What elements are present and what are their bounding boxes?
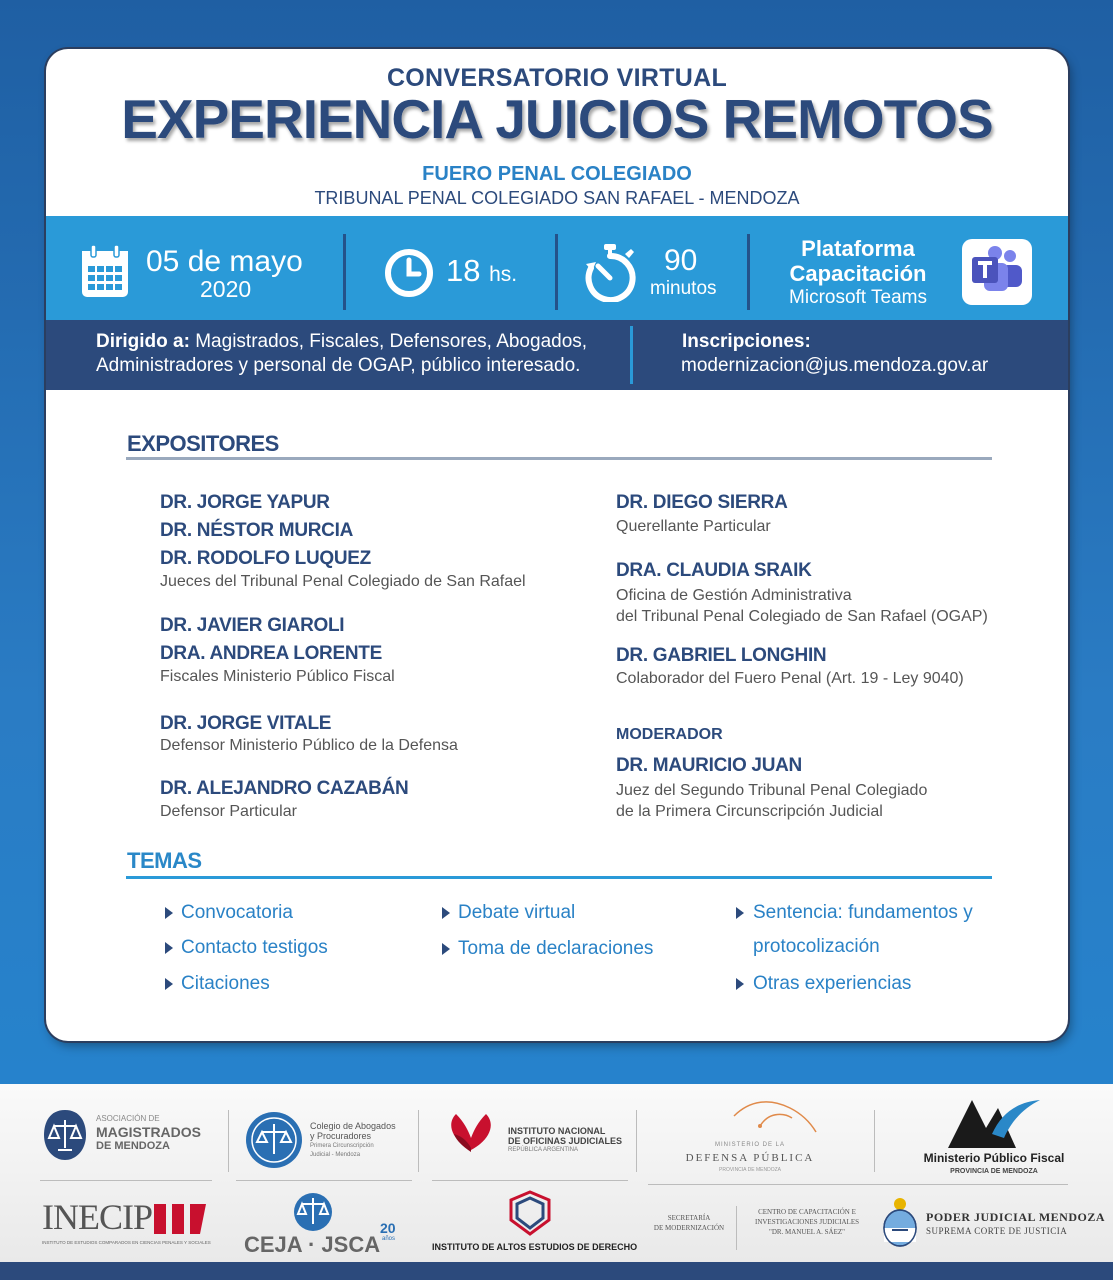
divider <box>747 234 750 310</box>
bullet-arrow-icon <box>165 907 173 919</box>
section-rule <box>126 457 992 460</box>
clock-icon <box>384 248 434 298</box>
flower-icon <box>442 1110 500 1156</box>
footer-strip <box>0 1262 1113 1280</box>
moderator-name: DR. MAURICIO JUAN <box>616 755 802 776</box>
topic-item: Sentencia: fundamentos y <box>753 902 973 923</box>
speaker-name: DR. ALEJANDRO CAZABÁN <box>160 778 409 799</box>
topic-item: Contacto testigos <box>181 937 328 958</box>
platform-name: Microsoft Teams <box>789 287 927 308</box>
argentina-shield-icon <box>880 1196 920 1250</box>
speaker-role: Colaborador del Fuero Penal (Art. 19 - Ley 9040) <box>616 670 964 687</box>
tribunal-label: TRIBUNAL PENAL COLEGIADO SAN RAFAEL - MENDOZA <box>314 188 800 208</box>
speaker-name: DRA. ANDREA LORENTE <box>160 643 382 664</box>
iaed-name: INSTITUTO DE ALTOS ESTUDIOS DE DERECHO <box>432 1242 638 1252</box>
audience-line1 <box>96 331 587 353</box>
ceja-years-label: años <box>382 1236 396 1242</box>
moderator-role: Juez del Segundo Tribunal Penal Colegiado <box>616 782 928 799</box>
mountain-icon <box>730 1096 820 1136</box>
time-value: 18 <box>446 253 481 288</box>
ceja-years: 20 <box>380 1220 396 1236</box>
speaker-name: DR. JORGE YAPUR <box>160 492 330 513</box>
section-rule <box>126 876 992 879</box>
topic-item: Debate virtual <box>458 902 576 923</box>
centro-line3: "DR. MANUEL A. SÁEZ" <box>768 1228 846 1236</box>
colegio-line4: Judicial - Mendoza <box>310 1152 361 1158</box>
audience-band <box>46 320 1068 390</box>
divider <box>236 1180 412 1181</box>
event-time <box>446 253 517 289</box>
defensa-line2: DEFENSA PÚBLICA <box>685 1152 815 1164</box>
speaker-role: Defensor Particular <box>160 803 297 820</box>
topic-item: Toma de declaraciones <box>458 938 654 959</box>
temas-title: TEMAS <box>127 848 202 873</box>
divider <box>40 1180 212 1181</box>
event-title: EXPERIENCIA JUICIOS REMOTOS <box>121 88 993 150</box>
mpf-line1: Ministerio Público Fiscal <box>923 1151 1065 1165</box>
speaker-role: Jueces del Tribunal Penal Colegiado de San Rafael <box>160 573 526 590</box>
colegio-line1: Colegio de Abogados <box>310 1121 396 1131</box>
event-date: 05 de mayo <box>146 245 303 278</box>
audience-label: Dirigido a: <box>96 331 190 352</box>
inoj-line3: REPÚBLICA ARGENTINA <box>508 1147 579 1153</box>
divider <box>636 1110 637 1172</box>
poder-line1: PODER JUDICIAL MENDOZA <box>926 1210 1106 1224</box>
ceja-scales-icon <box>292 1192 334 1232</box>
divider <box>418 1110 419 1172</box>
centro-line2: INVESTIGACIONES JUDICIALES <box>754 1218 860 1226</box>
divider <box>736 1206 737 1250</box>
inecip-bars-icon <box>152 1202 208 1236</box>
colegio-line2: y Procuradores <box>310 1131 372 1141</box>
inoj-line1: INSTITUTO NACIONAL <box>508 1126 606 1136</box>
divider <box>432 1180 628 1181</box>
colegio-line3: Primera Circunscripción <box>310 1143 374 1149</box>
sponsor-footer <box>0 1084 1113 1262</box>
defensa-line3: PROVINCIA DE MENDOZA <box>719 1167 781 1173</box>
topic-item-continuation: protocolización <box>753 936 880 957</box>
divider <box>874 1110 875 1172</box>
centro-line1: CENTRO DE CAPACITACIÓN E <box>758 1208 856 1216</box>
info-band <box>46 216 1068 320</box>
topic-item: Convocatoria <box>181 902 293 923</box>
platform-line1: Plataforma <box>801 236 915 261</box>
expositores-title: EXPOSITORES <box>127 431 279 456</box>
topic-item: Otras experiencias <box>753 973 912 994</box>
speaker-name: DR. NÉSTOR MURCIA <box>160 520 353 541</box>
bullet-arrow-icon <box>165 942 173 954</box>
duration-unit: minutos <box>650 278 717 299</box>
iaed-emblem-icon <box>507 1190 553 1236</box>
speaker-name: DR. RODOLFO LUQUEZ <box>160 548 371 569</box>
defensa-line1: MINISTERIO DE LA <box>714 1142 785 1148</box>
speaker-name: DRA. CLAUDIA SRAIK <box>616 560 812 581</box>
topic-item: Citaciones <box>181 973 270 994</box>
bullet-arrow-icon <box>165 978 173 990</box>
speaker-role: del Tribunal Penal Colegiado de San Rafael (OGAP) <box>616 608 988 625</box>
event-year: 2020 <box>200 276 252 302</box>
magistrados-line3: DE MENDOZA <box>96 1140 170 1152</box>
teams-icon <box>962 239 1032 305</box>
bullet-arrow-icon <box>442 943 450 955</box>
secretaria-line1: SECRETARÍA <box>667 1214 711 1222</box>
mpf-mark-icon <box>946 1094 1042 1150</box>
flyer-card <box>46 49 1068 1041</box>
bullet-arrow-icon <box>736 978 744 990</box>
moderator-role: de la Primera Circunscripción Judicial <box>616 803 883 820</box>
speaker-name: DR. JAVIER GIAROLI <box>160 615 345 636</box>
stopwatch-icon <box>582 242 638 302</box>
magistrados-line2: MAGISTRADOS <box>96 1124 201 1140</box>
audience-text1: Magistrados, Fiscales, Defensores, Abogados, <box>189 331 588 352</box>
speaker-role: Oficina de Gestión Administrativa <box>616 587 852 604</box>
scales-icon <box>42 1108 88 1162</box>
seal-icon <box>244 1110 304 1170</box>
mpf-line2: PROVINCIA DE MENDOZA <box>950 1168 1038 1175</box>
divider <box>343 234 346 310</box>
speaker-role: Querellante Particular <box>616 518 771 535</box>
duration-value: 90 <box>664 244 698 277</box>
secretaria-line2: DE MODERNIZACIÓN <box>653 1224 725 1232</box>
event-subtitle: CONVERSATORIO VIRTUAL <box>386 64 728 92</box>
audience-line2: Administradores y personal de OGAP, público interesado. <box>96 355 581 376</box>
divider <box>555 234 558 310</box>
divider <box>648 1184 1068 1185</box>
calendar-icon <box>80 243 130 299</box>
ceja-name: CEJA · JSCA <box>244 1232 381 1257</box>
speaker-name: DR. DIEGO SIERRA <box>616 492 788 513</box>
magistrados-line1: ASOCIACIÓN DE <box>96 1114 160 1123</box>
moderator-label: MODERADOR <box>616 726 723 743</box>
inecip-subtitle: INSTITUTO DE ESTUDIOS COMPARADOS EN CIENCIAS PENALES Y SOCIALES <box>42 1240 211 1245</box>
speaker-role: Defensor Ministerio Público de la Defensa <box>160 737 458 754</box>
speaker-name: DR. JORGE VITALE <box>160 713 332 734</box>
time-unit: hs. <box>489 263 518 286</box>
poder-line2: SUPREMA CORTE DE JUSTICIA <box>926 1226 1068 1236</box>
registration-email[interactable]: modernizacion@jus.mendoza.gov.ar <box>681 355 989 376</box>
fuero-label: FUERO PENAL COLEGIADO <box>422 163 692 185</box>
speaker-name: DR. GABRIEL LONGHIN <box>616 645 827 666</box>
platform-line2: Capacitación <box>789 261 927 286</box>
divider <box>228 1110 229 1172</box>
bullet-arrow-icon <box>736 907 744 919</box>
speaker-role: Fiscales Ministerio Público Fiscal <box>160 668 395 685</box>
bullet-arrow-icon <box>442 907 450 919</box>
inecip-name: INECIP <box>42 1197 152 1237</box>
registration-label: Inscripciones: <box>682 331 811 352</box>
inoj-line2: DE OFICINAS JUDICIALES <box>508 1136 623 1146</box>
divider <box>630 326 633 384</box>
